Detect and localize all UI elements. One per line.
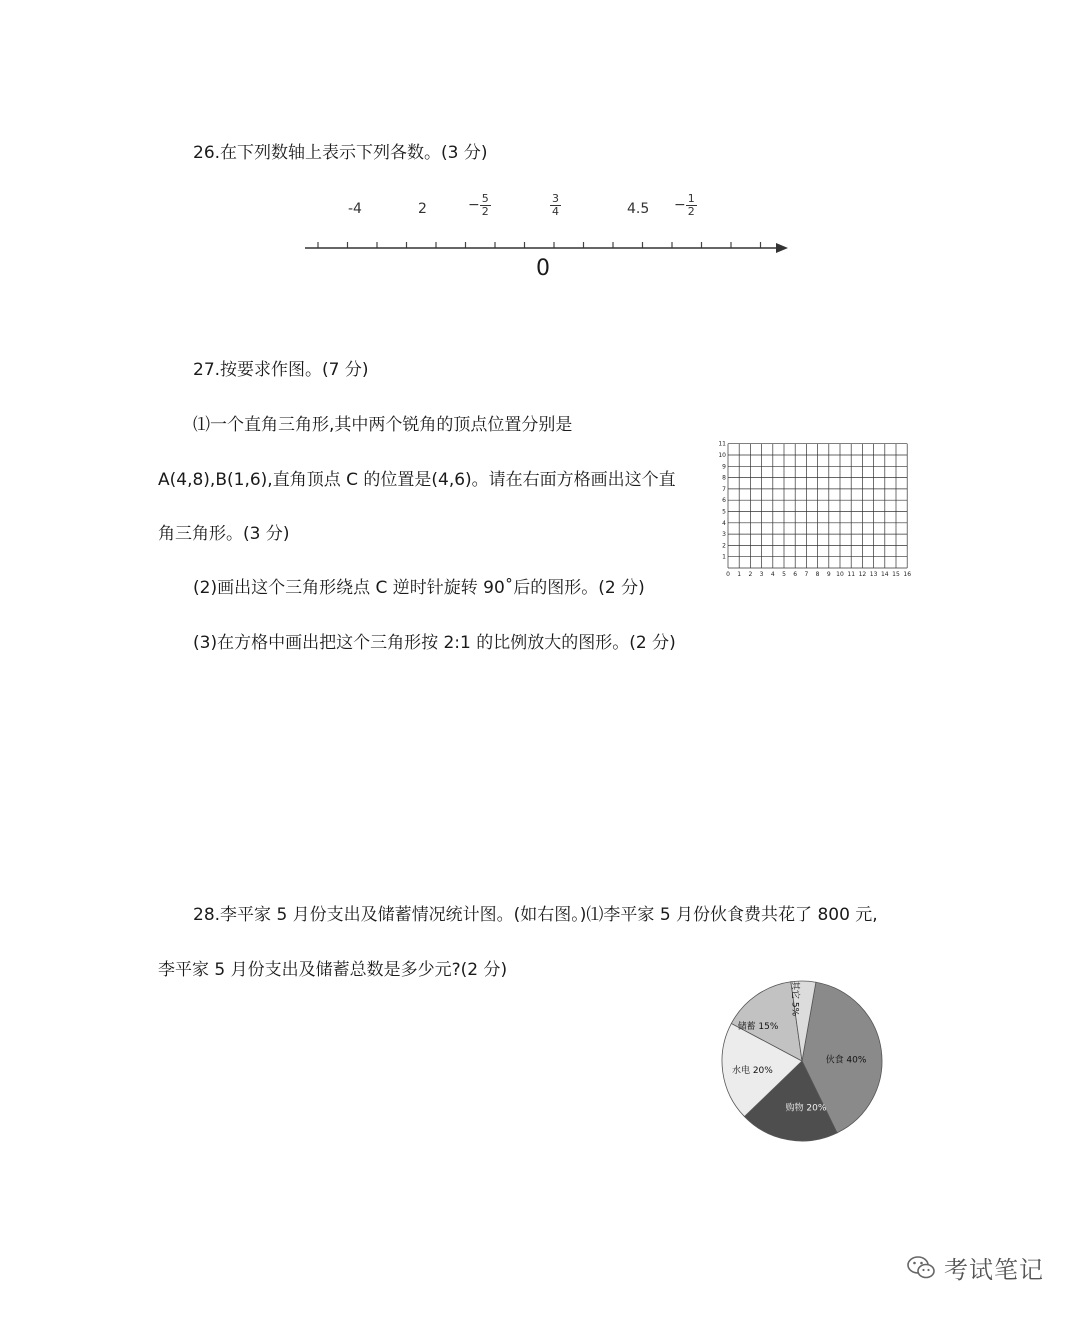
grid-x-label: 5 bbox=[782, 571, 786, 578]
origin-label: 0 bbox=[536, 256, 550, 281]
q27-part1-line3: 角三角形。(3 分) bbox=[158, 524, 290, 544]
pie-slice-label: 其它 5% bbox=[789, 981, 800, 1017]
number-item bbox=[674, 193, 697, 217]
number-line-arrow bbox=[776, 243, 788, 253]
grid-x-label: 12 bbox=[858, 571, 867, 578]
q27-part2: (2)画出这个三角形绕点 C 逆时针旋转 90˚后的图形。(2 分) bbox=[193, 578, 645, 598]
fraction-numerator: 3 bbox=[552, 192, 559, 205]
fraction-denominator: 4 bbox=[552, 204, 559, 218]
grid-x-label: 13 bbox=[869, 571, 878, 578]
q27-part3: (3)在方格中画出把这个三角形按 2:1 的比例放大的图形。(2 分) bbox=[193, 633, 676, 653]
grid-x-label: 3 bbox=[759, 571, 764, 578]
grid-x-label: 7 bbox=[804, 571, 809, 578]
pie-slice-label: 水电 20% bbox=[731, 1066, 773, 1076]
grid-labels bbox=[718, 441, 911, 578]
fraction bbox=[686, 193, 697, 217]
pie-slice-label: 购物 20% bbox=[785, 1103, 827, 1114]
fraction-numerator: 1 bbox=[687, 192, 695, 205]
number-value: -4 bbox=[348, 201, 362, 217]
watermark bbox=[906, 1250, 1044, 1285]
grid-y-label: 9 bbox=[722, 463, 726, 471]
number-item bbox=[627, 201, 649, 217]
grid-x-label: 0 bbox=[726, 571, 730, 578]
wechat-icon bbox=[906, 1255, 936, 1281]
grid-x-label: 11 bbox=[847, 571, 856, 578]
grid-x-label: 15 bbox=[892, 571, 900, 578]
grid-x-label: 10 bbox=[836, 571, 844, 578]
number-sign: − bbox=[674, 197, 686, 214]
watermark-text: 考试笔记 bbox=[944, 1256, 1044, 1284]
grid-y-label: 11 bbox=[718, 440, 726, 448]
grid-x-label: 8 bbox=[815, 571, 820, 578]
fraction-denominator: 2 bbox=[687, 204, 695, 218]
q28-line1: 28.李平家 5 月份支出及储蓄情况统计图。(如右图。)⑴李平家 5 月份伙食费共花了 800 元, bbox=[193, 905, 878, 925]
number-value: 4.5 bbox=[627, 201, 650, 217]
grid-x-label: 6 bbox=[793, 571, 798, 578]
fraction bbox=[550, 193, 561, 217]
q26-title: 26.在下列数轴上表示下列各数。(3 分) bbox=[193, 143, 488, 163]
q27-part1-line1: ⑴一个直角三角形,其中两个锐角的顶点位置分别是 bbox=[193, 415, 573, 435]
grid-y-label: 6 bbox=[722, 497, 726, 505]
grid-y-label: 7 bbox=[722, 485, 726, 493]
number-item bbox=[418, 201, 427, 217]
grid-x-label: 2 bbox=[748, 571, 753, 578]
fraction-denominator: 2 bbox=[481, 204, 489, 218]
q28-line2: 李平家 5 月份支出及储蓄总数是多少元?(2 分) bbox=[158, 960, 508, 980]
number-item bbox=[550, 193, 561, 217]
grid-lines bbox=[728, 444, 907, 568]
pie-slice-label: 储蓄 15% bbox=[737, 1022, 779, 1032]
grid-x-label: 14 bbox=[880, 571, 889, 578]
fraction-numerator: 5 bbox=[481, 192, 489, 205]
grid-x-label: 4 bbox=[770, 571, 775, 578]
grid-y-label: 5 bbox=[722, 508, 726, 516]
grid-y-label: 1 bbox=[722, 553, 726, 561]
grid-y-label: 8 bbox=[722, 474, 726, 482]
grid-y-label: 3 bbox=[722, 531, 726, 539]
grid-y-label: 10 bbox=[718, 452, 726, 459]
grid-y-label: 4 bbox=[722, 519, 726, 527]
number-sign: − bbox=[468, 197, 480, 214]
grid-x-label: 16 bbox=[903, 571, 912, 578]
grid-x-label: 9 bbox=[826, 571, 831, 578]
q27-part1-line2: A(4,8),B(1,6),直角顶点 C 的位置是(4,6)。请在右面方格画出这个直 bbox=[158, 470, 676, 490]
number-item bbox=[348, 201, 362, 217]
pie-chart bbox=[715, 968, 905, 1148]
number-line-ticks bbox=[318, 242, 761, 248]
grid-x-label: 1 bbox=[737, 571, 742, 578]
coordinate-grid bbox=[712, 432, 912, 582]
fraction bbox=[480, 193, 491, 217]
number-item bbox=[468, 193, 491, 217]
number-value: 2 bbox=[418, 201, 427, 217]
pie-slice-label: 伙食 40% bbox=[825, 1055, 867, 1066]
q27-title: 27.按要求作图。(7 分) bbox=[193, 360, 369, 380]
grid-y-label: 2 bbox=[722, 542, 726, 550]
